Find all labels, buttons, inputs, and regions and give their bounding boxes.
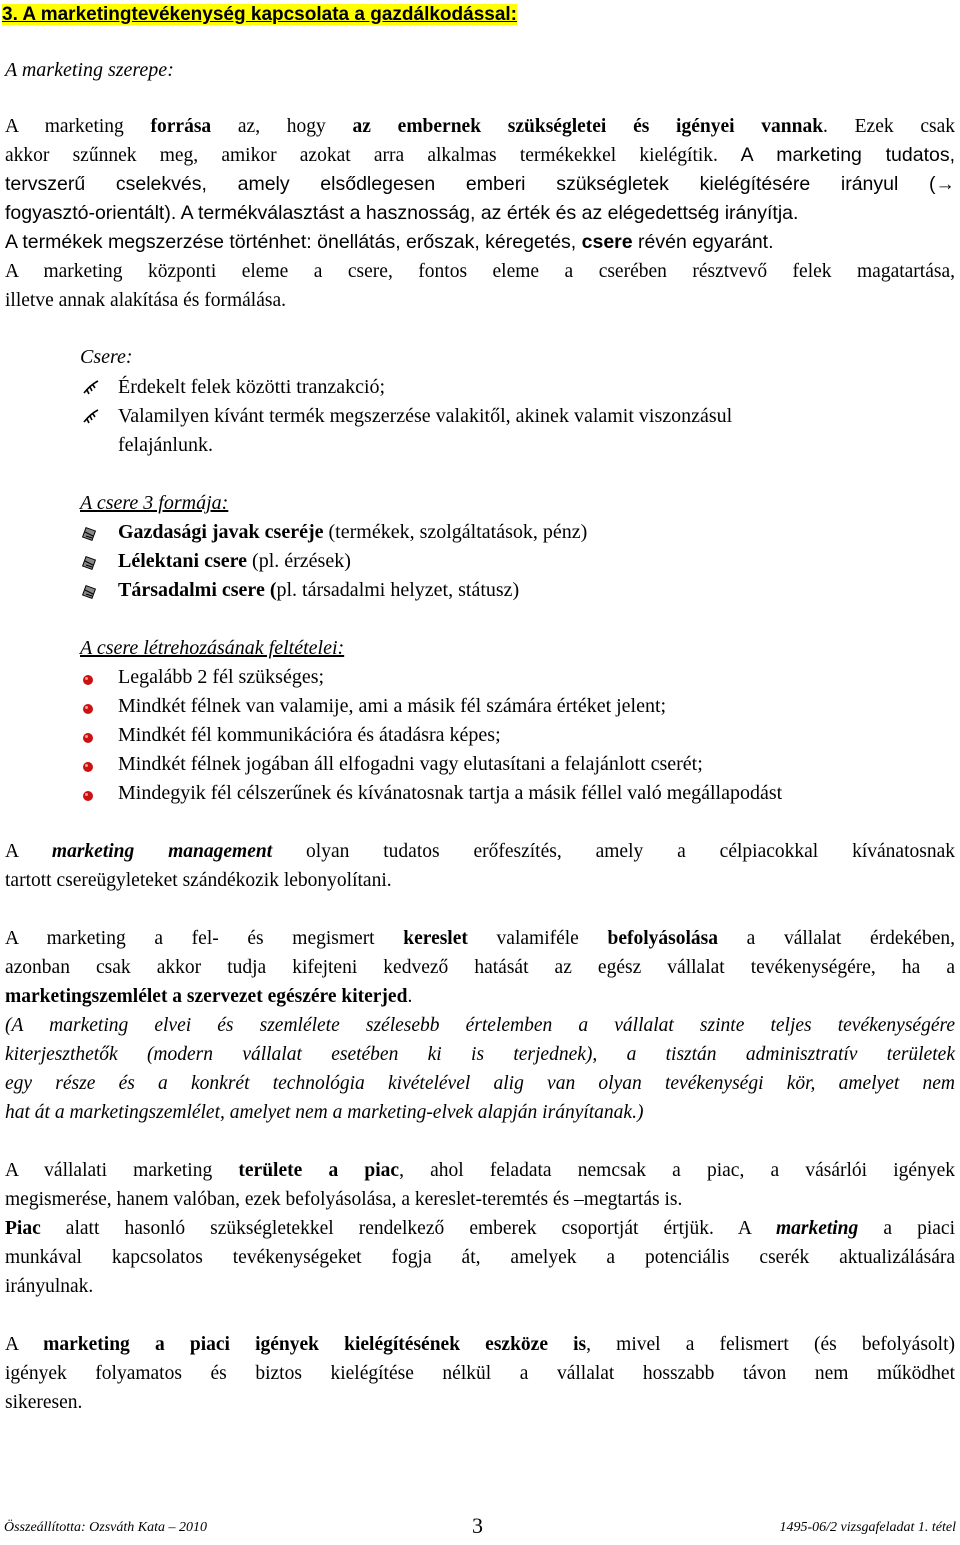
red-ball-bullet-icon (80, 779, 102, 808)
p3-italic-line-3: egy része és a konkrét technológia kivételével alig van olyan tevékenységi kör, amelyet nem (5, 1073, 955, 1094)
p1-line-2: akkor szűnnek meg, amikor azokat arra alkalmas termékekkel kielégítik. A marketing tudatos, (5, 144, 956, 166)
p3-italic-line-2: kiterjeszthetők (modern vállalat esetében ki is terjednek), a tisztán adminisztratív területek (5, 1044, 955, 1065)
p2-line-2: tartott csereügyleteket szándékozik lebonyolítani. (5, 870, 392, 891)
p2-line-1: A marketing management olyan tudatos erőfeszítés, amely a célpiacokkal kívánatosnak (5, 841, 955, 862)
p4-line-5: irányulnak. (5, 1276, 94, 1297)
formak-title: A csere 3 formája: (80, 492, 229, 514)
subheading-text: A marketing szerepe: (5, 59, 174, 81)
p4-line-4: munkával kapcsolatos tevékenységeket fogja át, amelyek a potenciális cserék aktualizálására (5, 1247, 955, 1268)
diamond-bullet-icon (80, 518, 102, 547)
feather-bullet-icon (80, 373, 102, 402)
p4-line-2: megismerése, hanem valóban, ezek befolyásolása, a kereslet-teremtés és –megtartás is. (5, 1189, 683, 1210)
page-heading (2, 2, 517, 28)
management-paragraph (5, 837, 955, 895)
p1-line-5: A termékek megszerzése történhet: önellátás, erőszak, kéregetés, csere révén egyaránt. (5, 231, 774, 253)
p1-line-6: A marketing központi eleme a csere, fontos eleme a cserében résztvevő felek magatartása, (5, 261, 955, 282)
csere-title: Csere: (80, 346, 133, 368)
p4-line-3: Piac alatt hasonló szükségletekkel rendelkező emberek csoportját értjük. A marketing a piaci (5, 1218, 955, 1239)
red-ball-bullet-icon (80, 721, 102, 750)
heading-text: 3. A marketingtevékenység kapcsolata a gazdálkodással: (2, 4, 517, 25)
feather-bullet-icon (80, 402, 102, 431)
csere-item-continuation: felajánlunk. (118, 434, 213, 456)
diamond-bullet-icon (80, 576, 102, 605)
feltetelek-title: A csere létrehozásának feltételei: (80, 637, 345, 659)
eszkoz-paragraph (5, 1330, 955, 1417)
kereslet-paragraph (5, 924, 955, 1127)
p5-line-1: A marketing a piaci igények kielégítésének eszköze is, mivel a felismert (és befolyásolt) (5, 1334, 955, 1355)
red-ball-bullet-icon (80, 663, 102, 692)
diamond-bullet-icon (80, 547, 102, 576)
p3-italic-line-4: hat át a marketingszemlélet, amelyet nem a marketing-elvek alapján irányítanak.) (5, 1102, 644, 1123)
footer-author: Összeállította: Ozsváth Kata – 2010 (4, 1520, 208, 1535)
p4-line-1: A vállalati marketing területe a piac, ahol feladata nemcsak a piac, a vásárlói igények (5, 1160, 955, 1181)
p1-line-4: fogyasztó-orientált). A termékválasztást a hasznosság, az érték és az elégedettség irányítja. (5, 202, 799, 224)
p3-line-2: azonban csak akkor tudja kifejteni kedvező hatását az egész vállalat tevékenységére, ha a (5, 957, 955, 978)
p5-line-2: igények folyamatos és biztos kielégítése nélkül a vállalat hosszabb távon nem működhet (5, 1363, 955, 1384)
subheading (5, 56, 174, 85)
footer-exam: 1495-06/2 vizsgafeladat 1. tétel (779, 1520, 956, 1535)
p5-line-3: sikeresen. (5, 1392, 83, 1413)
intro-paragraph (5, 112, 955, 315)
red-ball-bullet-icon (80, 692, 102, 721)
p1-line-3: tervszerű cselekvés, amely elsődlegesen emberi szükségletek kielégítésére irányul (→ (5, 173, 955, 195)
p3-line-1: A marketing a fel- és megismert kereslet valamiféle befolyásolása a vállalat érdekében, (5, 928, 955, 949)
red-ball-bullet-icon (80, 750, 102, 779)
page-number: 3 (472, 1513, 483, 1538)
p1-line-7: illetve annak alakítása és formálása. (5, 290, 286, 311)
p3-italic-line-1: (A marketing elvei és szemlélete szélesebb értelemben a vállalat szinte teljes tevékenységére (5, 1015, 955, 1036)
p3-line-3: marketingszemlélet a szervezet egészére kiterjed. (5, 986, 413, 1007)
piac-paragraph (5, 1156, 955, 1301)
p1-line-1: A marketing forrása az, hogy az embernek szükségletei és igényei vannak. Ezek csak (5, 116, 955, 137)
